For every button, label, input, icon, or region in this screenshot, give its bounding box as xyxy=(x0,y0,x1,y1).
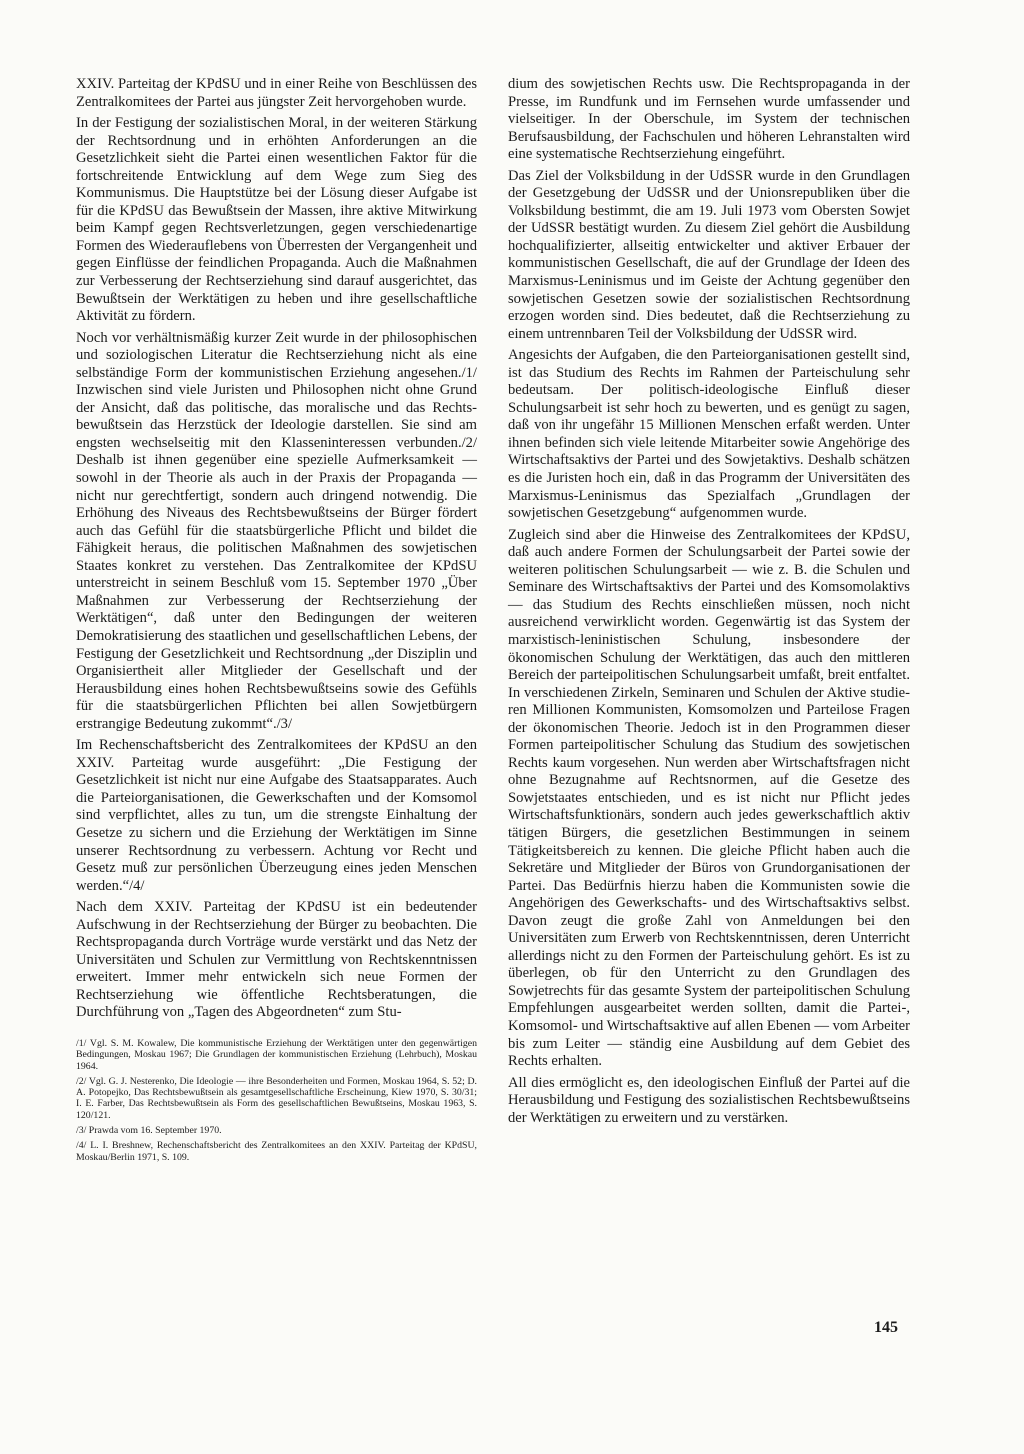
page-number: 145 xyxy=(874,1319,898,1336)
right-column xyxy=(508,76,910,1131)
left-column xyxy=(76,76,477,1167)
paragraph: Das Ziel der Volksbildung in der UdSSR wurde in den Grundlagen der Gesetzgebung der UdSSR und der Unionsrepubliken über die Volksbildung bestimmt, die am 19. Juli 1973 vom Obersten Sowjet der UdSSR bestätigt wurden. Zu diesem Ziel gehört die Ausbildung hochqualifizierter, allseitig entwickelter und aktiver Erbauer der kommunistischen Gesellschaft, die auf der Grundlage der Ideen des Marxismus-Leninismus und im Geiste der Achtung gegenüber den sowjetischen Gesetzen sowie der sozialistischen Rechtsordnung erzogen worden sind. Dies bedeutet, daß die Rechtserziehung zu einem untrennbaren Teil der Volksbildung der UdSSR wird. xyxy=(508,167,910,342)
footnote: /3/ Prawda vom 16. September 1970. xyxy=(76,1125,222,1137)
paragraph: XXIV. Parteitag der KPdSU und in einer Reihe von Beschlüssen des Zentralkomitees der Partei aus jüngster Zeit hervorgehoben wurde. xyxy=(76,76,477,110)
footnote: /1/ Vgl. S. M. Kowalew, Die kommunistische Erziehung der Werktätigen unter den gegenwärtigen Bedingungen, Moskau 1967; Die Grundlagen der kommunistischen Erziehung (Lehrbuch), Moskau 1964. xyxy=(76,1037,477,1072)
paragraph: Nach dem XXIV. Parteitag der KPdSU ist ein bedeutender Aufschwung in der Rechtserziehung der Bürger zu beobachten. Die Rechtspropaganda durch Vorträge wurde verstärkt und das Netz der Universitäten und Schulen zur Vermittlung von Rechtskenntnissen erweitert. Immer mehr entwickeln sich neue Formen der Rechtserziehung wie öffentliche Rechtsberatungen, die Durchführung von „Tagen des Abgeordneten“ zum Stu- xyxy=(76,899,477,1021)
footnote: /2/ Vgl. G. J. Nesterenko, Die Ideologie — ihre Besonderheiten und Formen, Moskau 1964, S. 52; D. A. Potopejko, Das Rechtsbewußtsein als gesamtgesellschaftliche Erscheinung, Kiew 1970, S. 30/31; I. E. Farber, Das Rechtsbewußtsein als Form des gesellschaftlichen Bewußtseins, Moskau 1963, S. 120/121. xyxy=(76,1075,477,1121)
footnote: /4/ L. I. Breshnew, Rechenschaftsbericht des Zentralkomitees an den XXIV. Parteitag der KPdSU, Moskau/Berlin 1971, S. 109. xyxy=(76,1140,477,1163)
paragraph: Angesichts der Aufgaben, die den Parteiorganisationen gestellt sind, ist das Studium des Rechts im Rahmen der Parteischulung sehr bedeutsam. Der politisch-ideologische Einfluß dieser Schulungsarbeit ist sehr hoch zu bewerten, und es genügt zu sagen, daß von ihr ungefähr 15 Millionen Menschen erfaßt werden. Unter ihnen befinden sich viele leitende Mitarbeiter sowie Angehörige des Wirtschaftsaktivs der Partei und des Sowjetaktivs. Deshalb schätzen es die Juristen hoch ein, daß in das Programm der Universitäten des Marxismus-Leninismus das Spezialfach „Grundlagen der sowjetischen Gesetzgebung“ aufgenommen wurde. xyxy=(508,347,910,522)
paragraph: All dies ermöglicht es, den ideologischen Einfluß der Partei auf die Herausbildung und Festigung des sozialistischen Rechtsbewußtseins der Werktätigen zu erweitern und zu verstärken. xyxy=(508,1074,910,1126)
paragraph: Zugleich sind aber die Hinweise des Zentralkomitees der KPdSU, daß auch andere Formen der Schulungsarbeit der Partei sowie der weiteren politischen Schulungsarbeit — wie z. B. die Schulen und Seminare des Wirtschaftsaktivs der Partei und des Komsomolaktivs — das Studium des Rechts einschließen müssen, noch nicht ausreichend verwirklicht worden. Gegenwärtig ist das System der marxistisch-leninistischen Schulung, insbesondere der ökonomischen Schulung der Werktätigen, das auch den mittleren Bereich der parteipolitischen Schulungsarbeit umfaßt, breit entfaltet. In verschiedenen Zirkeln, Seminaren und Schulen der Aktive studieren Millionen Kommunisten, Komsomolzen und Parteilose Fragen der ökonomischen Theorie. Jedoch ist in den Programmen dieser Formen parteipolitischer Schulung das Studium des sowjetischen Rechts kaum vorgesehen. Nun werden aber Wirtschaftsfragen nicht ohne Bezugnahme auf Rechtsnormen, auf die Gesetze des Sowjetstaates entschieden, und es ist nicht nur Pflicht jedes Wirtschaftsfunktionärs, sondern auch jedes gewerkschaftlich aktiv tätigen Bürgers, die gesetzlichen Bestimmungen in seinem Tätigkeitsbereich zu kennen. Die gleiche Pflicht haben auch die Sekretäre und Mitglieder der Büros von Grundorganisationen der Partei. Das Bedürfnis hierzu haben die Kommunisten sowie die Angehörigen des Gewerkschafts- und des Wirtschaftsaktivs selbst. Davon zeugt die große Zahl von Anmeldungen bei den Universitäten zum Erwerb von Rechtskenntnissen, deren Unterricht allerdings nicht zu den Formen der Parteischulung gehört. Es ist zu überlegen, ob für den Unterricht zu den Grundlagen des Sowjetrechts für das gesamte System der parteipolitischen Schulung Empfehlungen ausgearbeitet werden sollten, damit die Partei-, Komsomol- und Wirtschaftsaktive auf allen Ebenen — vom Arbeiter bis zum Leiter — ständig eine Ausbildung auf dem Gebiet des Rechts erhalten. xyxy=(508,526,910,1070)
paragraph: Noch vor verhältnismäßig kurzer Zeit wurde in der philosophischen und soziologischen Literatur die Rechtserziehung nicht als eine selbständige Form der kommunistischen Erziehung angesehen./1/ Inzwischen sind viele Juristen und Philosophen nicht ohne Grund der Ansicht, daß das politische, das moralische und das Rechtsbewußtsein das Herzstück der Ideologie darstellen. Sie sind am engsten wechselseitig mit den Klasseninteressen verbunden./2/ Deshalb ist ihnen gegenüber eine spezielle Aufmerksamkeit — sowohl in der Theorie als auch in der Praxis der Propaganda — nicht nur gerechtfertigt, sondern auch dringend notwendig. Die Erhöhung des Niveaus des Rechtsbewußtseins der Bürger fördert auch das Gefühl für die staatsbürgerliche Pflicht und bildet die Fähigkeit heraus, die politischen Maßnahmen des sowjetischen Staates konkret zu verstehen. Das Zentralkomitee der KPdSU unterstreicht in seinem Beschluß vom 15. September 1970 „Über Maßnahmen zur Verbesserung der Rechtserziehung der Werktätigen“, daß unter den Bedingungen der weiteren Demokratisierung des staatlichen und gesellschaftlichen Lebens, der Festigung der Gesetzlichkeit und Rechtsordnung „der Disziplin und Organisiertheit aller Mitglieder der Gesellschaft und der Herausbildung eines hohen Rechtsbewußtseins sowie des Gefühls für die staatsbürgerlichen Pflichten bei allen Sowjetbürgern erstrangige Bedeutung zukommt“./3/ xyxy=(76,329,477,732)
paragraph: dium des sowjetischen Rechts usw. Die Rechtspropaganda in der Presse, im Rundfunk und im Fernsehen wurde umfassender und vielseitiger. In der Oberschule, im System der technischen Berufsausbildung, der Fachschulen und höheren Lehranstalten wird eine systematische Rechtserziehung eingeführt. xyxy=(508,76,910,163)
paragraph: In der Festigung der sozialistischen Moral, in der weiteren Stärkung der Rechtsordnung und in erhöhten Anforderungen an die Gesetzlichkeit sieht die Partei einen wesentlichen Faktor für die fortschreitende Entwicklung auf dem Wege zum Sieg des Kommunismus. Die Hauptstütze bei der Lösung dieser Aufgabe ist für die KPdSU das Bewußtsein der Massen, ihre aktive Mitwirkung beim Kampf gegen Rechtsverletzungen, gegen verschiedenartige Formen des Wiederauflebens von Überresten der Vergangenheit und gegen Einflüsse der feindlichen Propaganda. Auch die Maßnahmen zur Verbesserung der Rechtserziehung sind darauf ausgerichtet, das Bewußtsein der Werktätigen zu heben und ihre gesellschaftliche Aktivität zu fördern. xyxy=(76,115,477,325)
footnotes xyxy=(76,1038,477,1163)
paragraph: Im Rechenschaftsbericht des Zentralkomitees der KPdSU an den XXIV. Parteitag wurde ausgeführt: „Die Festigung der Gesetzlichkeit ist nicht nur eine Aufgabe des Staatsapparates. Auch die Parteiorganisationen, die Gewerkschaften und der Komsomol sind verpflichtet, alles zu tun, um die strengste Einhaltung der Gesetze zu sichern und die Erziehung der Werktätigen im Sinne unserer Rechtsordnung zu verbessern. Achtung vor Recht und Gesetz muß zur persönlichen Überzeugung eines jeden Menschen werden.“/4/ xyxy=(76,737,477,894)
